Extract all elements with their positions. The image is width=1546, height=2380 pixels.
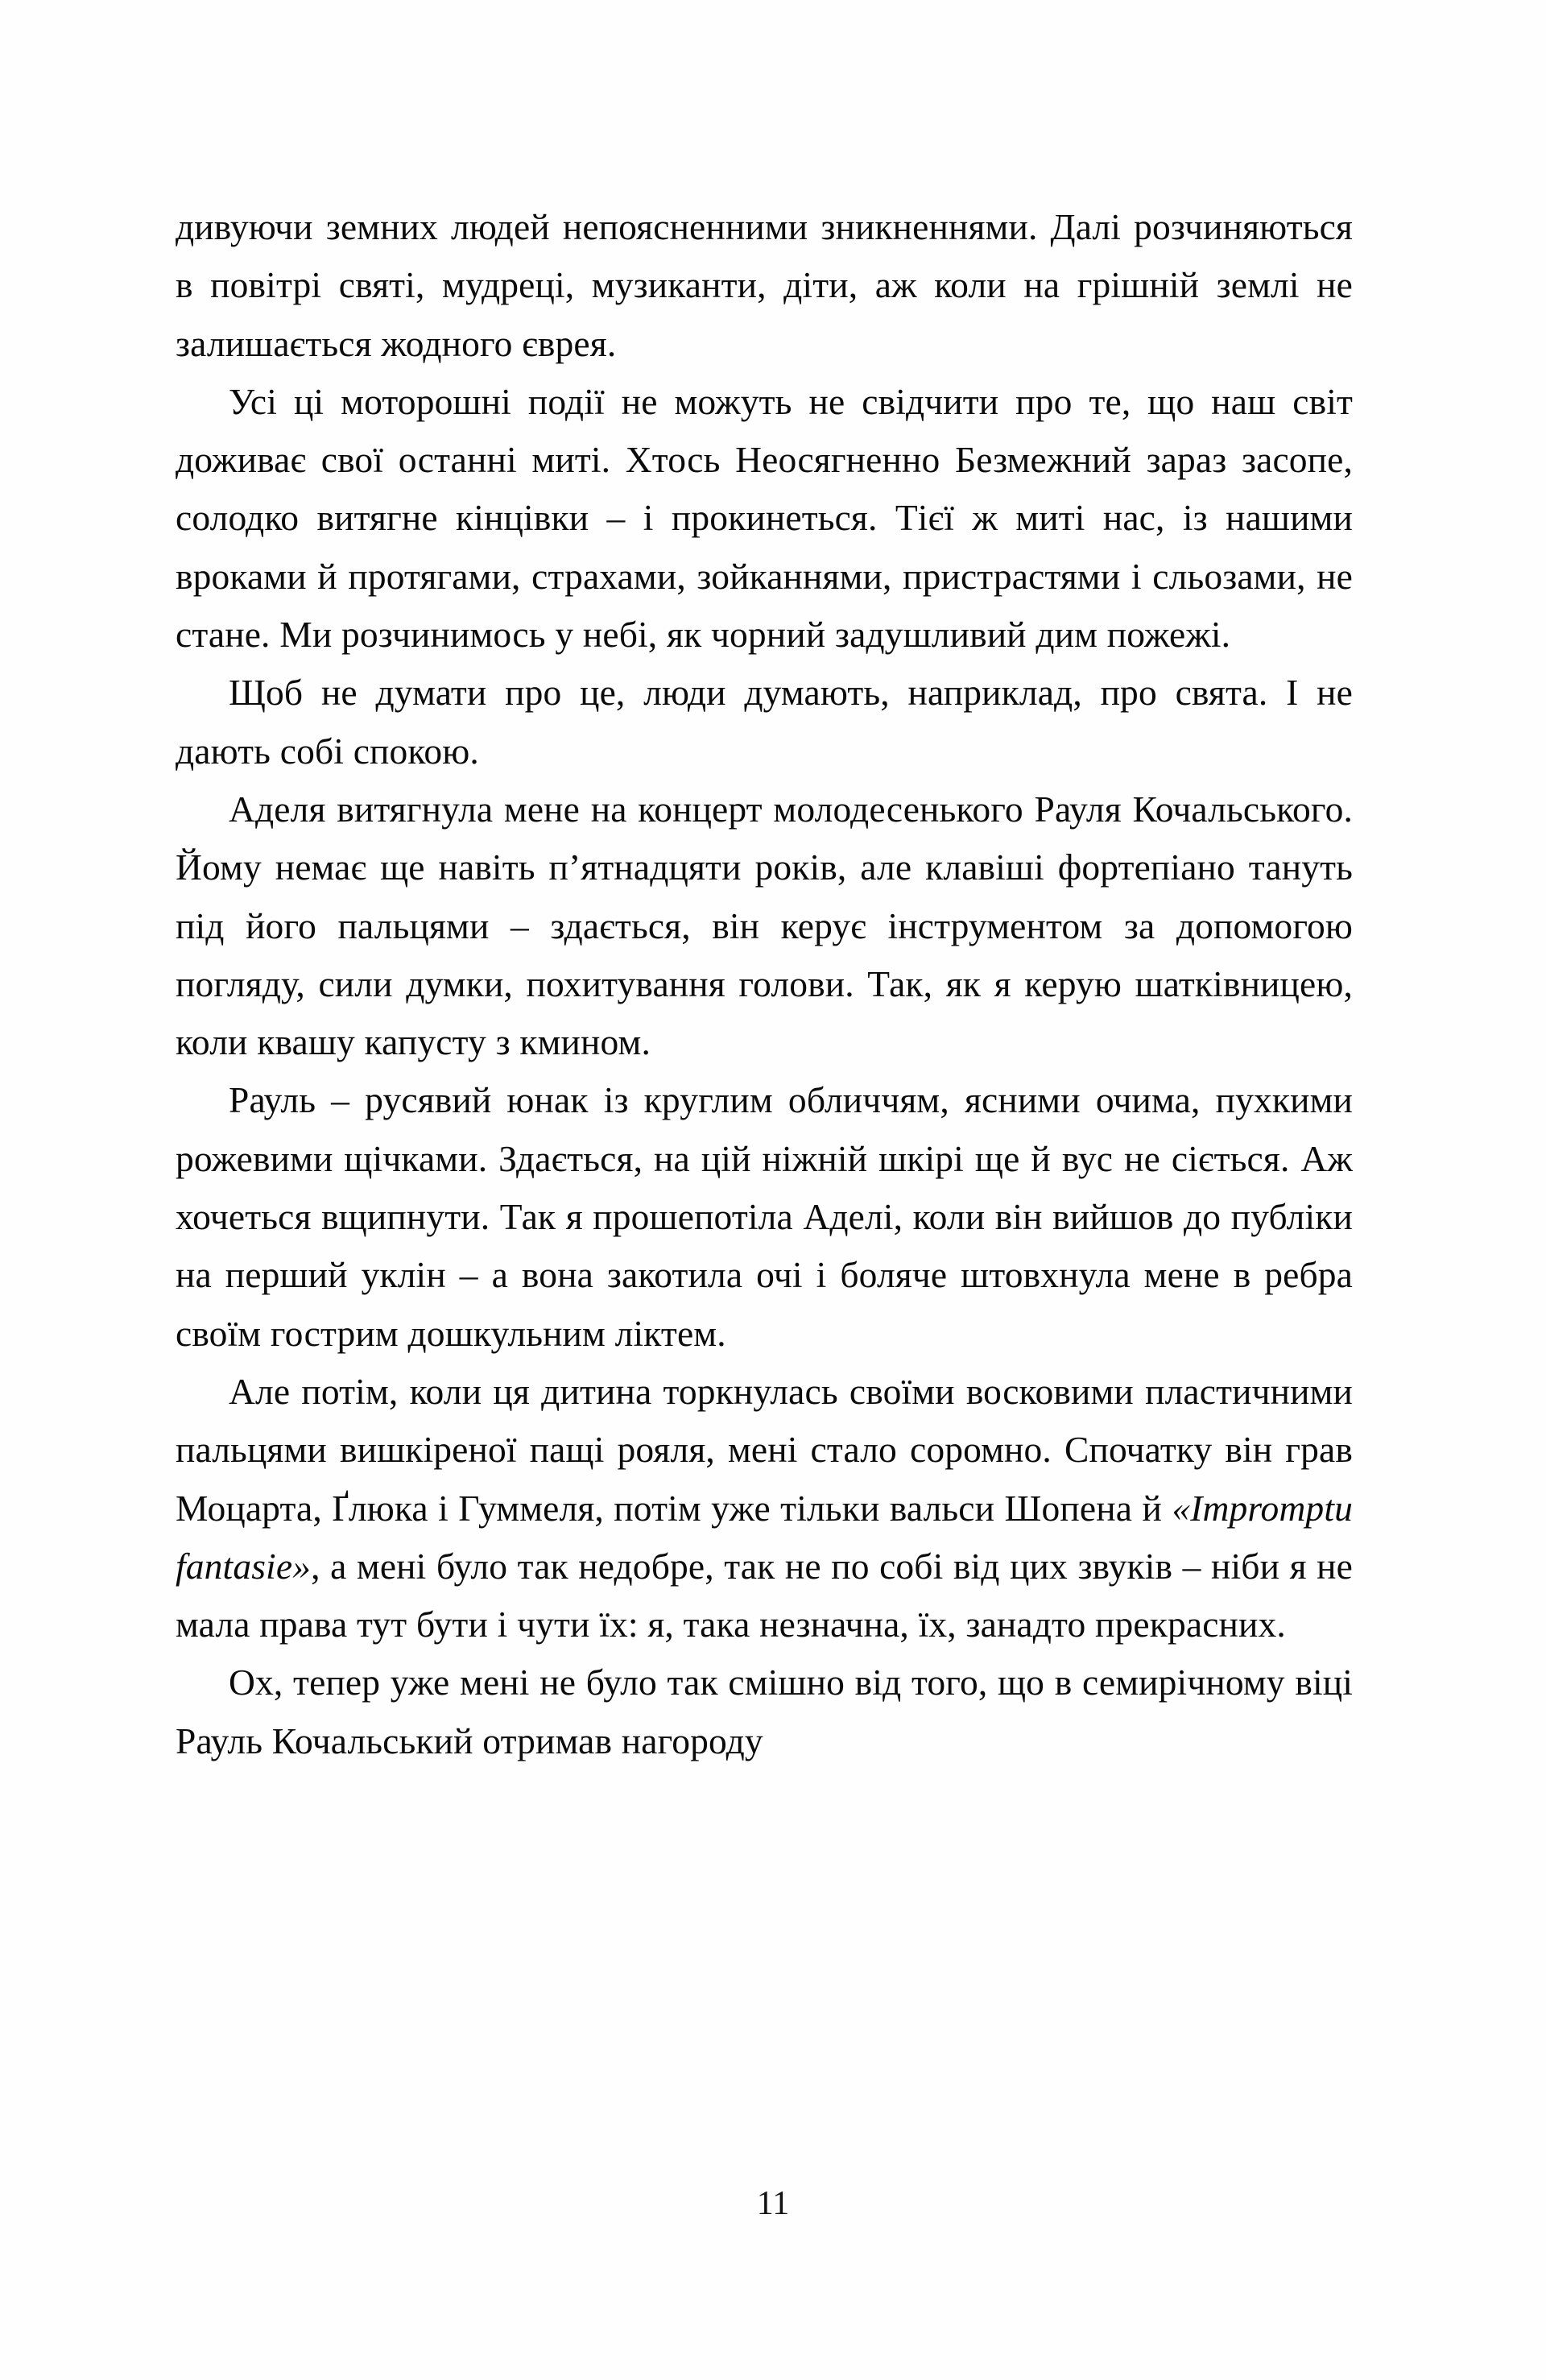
paragraph: Усі ці моторошні події не можуть не свідчити про те, що наш світ доживає свої останні миті. Хтось Неосягненно Безмежний зараз засопе, солодко витягне кінцівки – і прокинеться. Тієї ж миті нас, із нашими вроками й протягами, страхами, зойканнями, пристрастями і сльозами, не стане. Ми розчинимось у небі, як чорний задушливий дим пожежі. bbox=[176, 380, 1353, 656]
page-text-block bbox=[176, 198, 1353, 1770]
paragraph-continuation: дивуючи земних людей непоясненними зникненнями. Далі розчиняються в повітрі святі, мудреці, музиканти, діти, аж коли на грішній землі не залишається жодного єврея. bbox=[176, 206, 1353, 364]
page-number: 11 bbox=[756, 2185, 790, 2222]
musical-work-title: «Impromptu fantasie» bbox=[176, 1487, 1353, 1587]
paragraph: Рауль – русявий юнак із круглим обличчям, ясними очима, пухкими рожевими щічками. Здається, на цій ніжній шкірі ще й вус не сіється. Аж хочеться вщипнути. Так я прошепотіла Аделі, коли він вийшов до публіки на перший уклін – а вона закотила очі і боляче штовхнула мене в ребра своїм гострим дошкульним ліктем. bbox=[176, 1079, 1353, 1354]
paragraph: Ох, тепер уже мені не було так смішно від того, що в семирічному віці Рауль Кочальський отримав нагороду bbox=[176, 1662, 1353, 1761]
paragraph-with-italic-title bbox=[176, 1363, 1353, 1654]
paragraph: Щоб не думати про це, люди думають, наприклад, про свята. І не дають собі спокою. bbox=[176, 672, 1353, 772]
paragraph-text-after-title: , а мені було так недобре, так не по собі від цих звуків – ніби я не мала права тут бути і чути їх: я, така незначна, їх, занадто прекрасних. bbox=[176, 1545, 1353, 1645]
paragraph-text-before-title: Але потім, коли ця дитина торкнулась своїми восковими пластичними пальцями вишкіреної пащі рояля, мені стало соромно. Спочатку він грав Моцарта, Ґлюка і Гуммеля, потім уже тільки вальси Шопена й bbox=[176, 1370, 1353, 1529]
paragraph: Аделя витягнула мене на концерт молодесенького Рауля Кочальського. Йому немає ще навіть п’ятнадцяти років, але клавіші фортепіано тануть під його пальцями – здається, він керує інструментом за допомогою погляду, сили думки, похитування голови. Так, як я керую шатківницею, коли квашу капусту з кмином. bbox=[176, 788, 1353, 1063]
